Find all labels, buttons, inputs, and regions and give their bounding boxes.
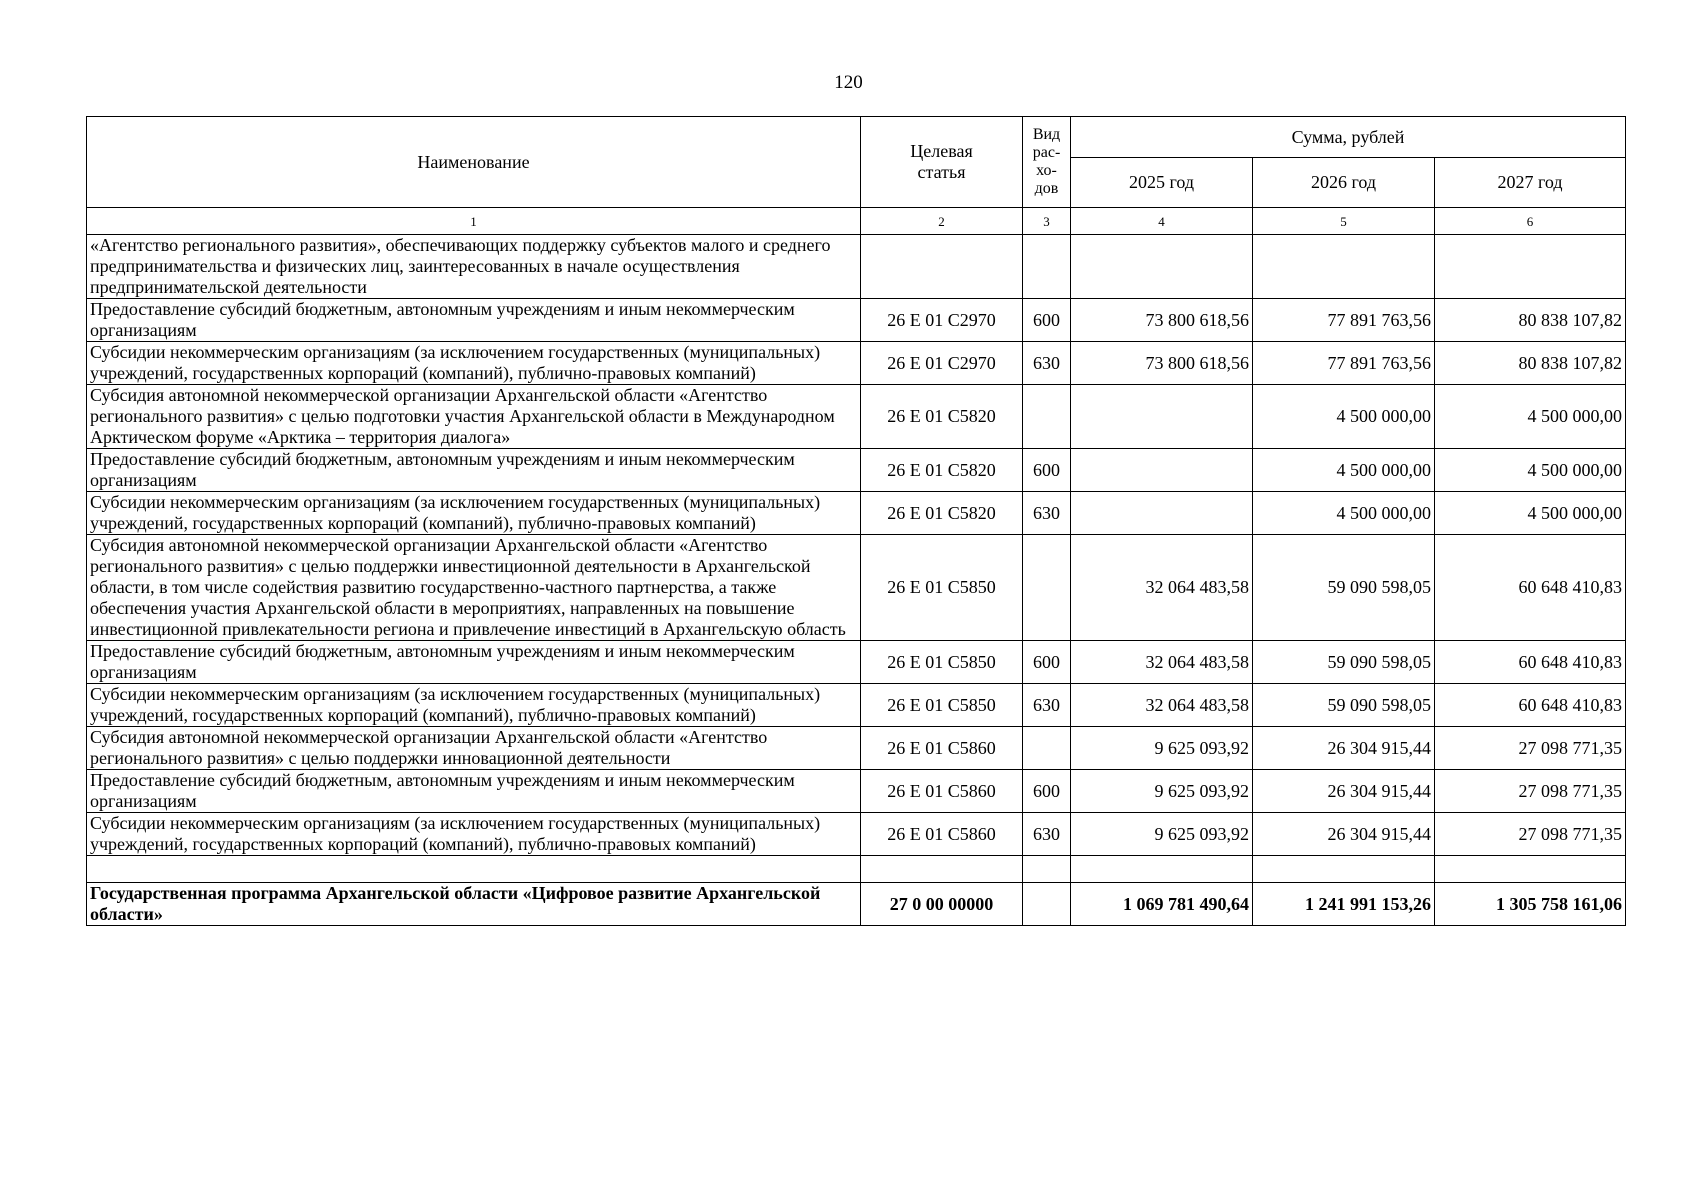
header-target-article: Целевая статья xyxy=(861,117,1023,208)
row-expense-type xyxy=(1023,883,1071,926)
row-name: Предоставление субсидий бюджетным, автономным учреждениям и иным некоммерческим организациям xyxy=(87,449,861,492)
header-sum-group: Сумма, рублей xyxy=(1071,117,1626,158)
row-amount-2027 xyxy=(1435,235,1626,299)
budget-table xyxy=(86,116,1626,926)
row-name: Субсидия автономной некоммерческой организации Архангельской области «Агентство регионального развития» с целью поддержки инвестиционной деятельности в Архангельской области, в том числе содействия развитию государственно-частного партнерства, а также обеспечения участия Архангельской области в мероприятиях, направленных на повышение инвестиционной привлекательности региона и привлечение инвестиций в Архангельскую область xyxy=(87,535,861,641)
row-target-article: 26 Е 01 С5850 xyxy=(861,641,1023,684)
row-name: Предоставление субсидий бюджетным, автономным учреждениям и иным некоммерческим организациям xyxy=(87,641,861,684)
row-amount-2027: 27 098 771,35 xyxy=(1435,770,1626,813)
row-amount-2027: 80 838 107,82 xyxy=(1435,299,1626,342)
row-amount-2025: 32 064 483,58 xyxy=(1071,535,1253,641)
row-amount-2027: 1 305 758 161,06 xyxy=(1435,883,1626,926)
row-expense-type: 630 xyxy=(1023,684,1071,727)
column-number: 6 xyxy=(1435,208,1626,235)
row-amount-2027: 60 648 410,83 xyxy=(1435,641,1626,684)
column-number: 2 xyxy=(861,208,1023,235)
row-target-article: 26 Е 01 С5820 xyxy=(861,449,1023,492)
row-expense-type xyxy=(1023,235,1071,299)
column-number: 4 xyxy=(1071,208,1253,235)
row-amount-2025: 32 064 483,58 xyxy=(1071,684,1253,727)
row-amount-2026: 4 500 000,00 xyxy=(1253,385,1435,449)
row-amount-2025: 1 069 781 490,64 xyxy=(1071,883,1253,926)
header-row-top xyxy=(87,117,1626,158)
row-amount-2025: 9 625 093,92 xyxy=(1071,727,1253,770)
row-amount-2027: 4 500 000,00 xyxy=(1435,492,1626,535)
table-row xyxy=(87,770,1626,813)
empty-cell xyxy=(1023,856,1071,883)
table-row xyxy=(87,535,1626,641)
row-amount-2025 xyxy=(1071,235,1253,299)
row-target-article: 26 Е 01 С5820 xyxy=(861,492,1023,535)
row-name: Предоставление субсидий бюджетным, автономным учреждениям и иным некоммерческим организациям xyxy=(87,770,861,813)
row-target-article: 26 Е 01 С5850 xyxy=(861,535,1023,641)
table-row xyxy=(87,813,1626,856)
row-amount-2026: 26 304 915,44 xyxy=(1253,770,1435,813)
table-row xyxy=(87,727,1626,770)
table-row xyxy=(87,641,1626,684)
row-name: Предоставление субсидий бюджетным, автономным учреждениям и иным некоммерческим организациям xyxy=(87,299,861,342)
empty-cell xyxy=(87,856,861,883)
row-amount-2026 xyxy=(1253,235,1435,299)
page-number: 120 xyxy=(834,72,863,93)
row-amount-2027: 60 648 410,83 xyxy=(1435,684,1626,727)
row-amount-2026: 59 090 598,05 xyxy=(1253,641,1435,684)
header-year-2026: 2026 год xyxy=(1253,158,1435,208)
row-expense-type xyxy=(1023,727,1071,770)
header-name: Наименование xyxy=(87,117,861,208)
row-target-article: 26 Е 01 С2970 xyxy=(861,342,1023,385)
row-amount-2026: 26 304 915,44 xyxy=(1253,813,1435,856)
table-row xyxy=(87,449,1626,492)
table-row xyxy=(87,385,1626,449)
row-amount-2027: 27 098 771,35 xyxy=(1435,813,1626,856)
row-expense-type: 600 xyxy=(1023,449,1071,492)
row-expense-type xyxy=(1023,385,1071,449)
row-expense-type xyxy=(1023,535,1071,641)
row-amount-2026: 1 241 991 153,26 xyxy=(1253,883,1435,926)
row-amount-2025: 9 625 093,92 xyxy=(1071,813,1253,856)
column-numbers-row xyxy=(87,208,1626,235)
column-number: 1 xyxy=(87,208,861,235)
header-year-2027: 2027 год xyxy=(1435,158,1626,208)
row-expense-type: 630 xyxy=(1023,492,1071,535)
empty-cell xyxy=(1435,856,1626,883)
table-row xyxy=(87,299,1626,342)
row-name: Субсидии некоммерческим организациям (за исключением государственных (муниципальных) учреждений, государственных корпораций (компаний), публично-правовых компаний) xyxy=(87,813,861,856)
column-number: 5 xyxy=(1253,208,1435,235)
row-amount-2026: 26 304 915,44 xyxy=(1253,727,1435,770)
row-amount-2025 xyxy=(1071,385,1253,449)
table-row xyxy=(87,342,1626,385)
row-expense-type: 600 xyxy=(1023,299,1071,342)
empty-row xyxy=(87,856,1626,883)
row-amount-2026: 59 090 598,05 xyxy=(1253,684,1435,727)
row-expense-type: 600 xyxy=(1023,641,1071,684)
row-target-article: 26 Е 01 С5860 xyxy=(861,813,1023,856)
row-name: Субсидия автономной некоммерческой организации Архангельской области «Агентство регионального развития» с целью подготовки участия Архангельской области в Международном Арктическом форуме «Арктика – территория диалога» xyxy=(87,385,861,449)
row-amount-2027: 4 500 000,00 xyxy=(1435,449,1626,492)
row-amount-2027: 80 838 107,82 xyxy=(1435,342,1626,385)
row-expense-type: 630 xyxy=(1023,342,1071,385)
row-amount-2025 xyxy=(1071,492,1253,535)
row-target-article: 26 Е 01 С5820 xyxy=(861,385,1023,449)
row-amount-2025: 9 625 093,92 xyxy=(1071,770,1253,813)
row-amount-2025 xyxy=(1071,449,1253,492)
row-target-article: 27 0 00 00000 xyxy=(861,883,1023,926)
row-amount-2026: 4 500 000,00 xyxy=(1253,492,1435,535)
empty-cell xyxy=(1071,856,1253,883)
table-row xyxy=(87,235,1626,299)
total-row xyxy=(87,883,1626,926)
row-target-article: 26 Е 01 С5860 xyxy=(861,770,1023,813)
row-amount-2027: 60 648 410,83 xyxy=(1435,535,1626,641)
row-name: Субсидия автономной некоммерческой организации Архангельской области «Агентство регионального развития» с целью поддержки инновационной деятельности xyxy=(87,727,861,770)
empty-cell xyxy=(861,856,1023,883)
table-row xyxy=(87,492,1626,535)
table-row xyxy=(87,684,1626,727)
column-number: 3 xyxy=(1023,208,1071,235)
row-expense-type: 600 xyxy=(1023,770,1071,813)
row-name: Субсидии некоммерческим организациям (за исключением государственных (муниципальных) учреждений, государственных корпораций (компаний), публично-правовых компаний) xyxy=(87,492,861,535)
row-amount-2026: 77 891 763,56 xyxy=(1253,299,1435,342)
row-name: «Агентство регионального развития», обеспечивающих поддержку субъектов малого и среднего предпринимательства и физических лиц, заинтересованных в начале осуществления предпринимательской деятельности xyxy=(87,235,861,299)
row-target-article: 26 Е 01 С5850 xyxy=(861,684,1023,727)
row-amount-2027: 4 500 000,00 xyxy=(1435,385,1626,449)
header-year-2025: 2025 год xyxy=(1071,158,1253,208)
row-name: Государственная программа Архангельской области «Цифровое развитие Архангельской области» xyxy=(87,883,861,926)
row-name: Субсидии некоммерческим организациям (за исключением государственных (муниципальных) учреждений, государственных корпораций (компаний), публично-правовых компаний) xyxy=(87,342,861,385)
row-amount-2025: 32 064 483,58 xyxy=(1071,641,1253,684)
row-amount-2026: 59 090 598,05 xyxy=(1253,535,1435,641)
row-expense-type: 630 xyxy=(1023,813,1071,856)
row-amount-2026: 77 891 763,56 xyxy=(1253,342,1435,385)
row-name: Субсидии некоммерческим организациям (за исключением государственных (муниципальных) учреждений, государственных корпораций (компаний), публично-правовых компаний) xyxy=(87,684,861,727)
row-target-article: 26 Е 01 С2970 xyxy=(861,299,1023,342)
empty-cell xyxy=(1253,856,1435,883)
row-amount-2025: 73 800 618,56 xyxy=(1071,299,1253,342)
row-amount-2027: 27 098 771,35 xyxy=(1435,727,1626,770)
row-target-article xyxy=(861,235,1023,299)
row-amount-2026: 4 500 000,00 xyxy=(1253,449,1435,492)
row-amount-2025: 73 800 618,56 xyxy=(1071,342,1253,385)
row-target-article: 26 Е 01 С5860 xyxy=(861,727,1023,770)
header-expense-type: Вид рас- хо- дов xyxy=(1023,117,1071,208)
